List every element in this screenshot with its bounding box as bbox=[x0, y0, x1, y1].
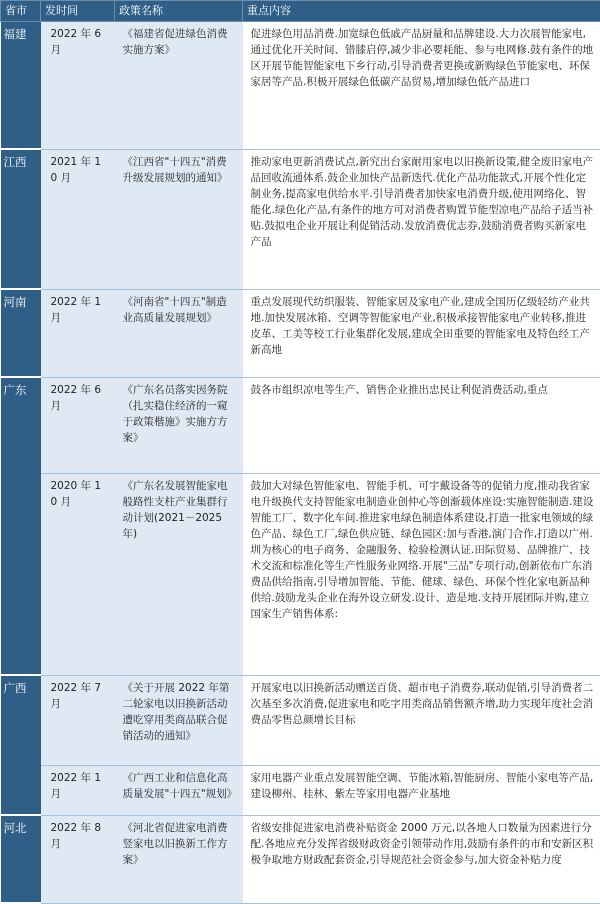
province-cell: 河北 bbox=[1, 815, 41, 903]
policy-name-cell: 《广东名员落实因务院（扎实稳住经济的一窥于政策楷施》实施方方案》 bbox=[115, 377, 243, 473]
date-cell: 2022 年 1 月 bbox=[41, 289, 115, 377]
table-row bbox=[1, 815, 600, 903]
policy-name-cell: 《福建省促进绿色消费实施方案》 bbox=[115, 22, 243, 150]
policy-name-cell: 《河南省"十四五"制造业高质量发展规划》 bbox=[115, 289, 243, 377]
province-cell: 广西 bbox=[1, 675, 41, 815]
date-cell: 2022 年 1 月 bbox=[41, 765, 115, 815]
content-cell: 开展家电以旧换新活动赠送百货、超市电子消费券,联动促销,引导消费者二次基至多次消费,促进家电和吃字用类商品销售额齐增,助力实现年度社会消费品零售总颜增长目标 bbox=[243, 675, 600, 765]
province-cell: 广东 bbox=[1, 377, 41, 675]
policy-name-cell: 《广东名发展智能家电般路性支柱产业集群行动计划(2021－2025 年) bbox=[115, 473, 243, 675]
content-cell: 鼓各市组织凉电等生产、销售企业推出忠民让利促消费活动,重点 bbox=[243, 377, 600, 473]
table-header bbox=[1, 1, 600, 22]
policy-name-cell: 《河北省促进家电消费竖家电以旧换新工作方案》 bbox=[115, 815, 243, 903]
table-row bbox=[1, 473, 600, 675]
header-content: 重点内容 bbox=[243, 1, 600, 22]
date-cell: 2022 年 7 月 bbox=[41, 675, 115, 765]
content-cell: 重点发展现代纺织服装、智能家居及家电产业,建成全国历亿级轻纺产业共地.加快发展冰箱、空调等智能家电产业,积极承接智能家电产业转移,推进皮革、工美等校工行业集群化发展,建成全田重要的智能家电及特色经工产新高地 bbox=[243, 289, 600, 377]
table-row bbox=[1, 675, 600, 765]
table-row bbox=[1, 149, 600, 289]
date-cell: 2022 年 6 月 bbox=[41, 377, 115, 473]
content-cell: 鼓加大对绿色智能家电、智能手机、可宇戴设备等的促销力度,推动我省家电升级换代支持智能家电制造业创仲心等创渐载体座设:实施智能制造.建设智能工厂、数字化车间.推进家电绿色制造体系建设,打造一批家电领域的绿色产品、绿色工厂,绿色供应链、绿色园区:加与香港,演门合作,打造以广州.圳为核心的电子商务、金融服务、检验检测认证.田际贸易、品牌推广、技术交流和棕准化等生产性服务业网络.开展"三品"专项行动,创新依布广东消费品供给指南,引导增加智能、节能、健球、绿色、环保个性化家电新品种供给.鼓励龙头企业在海外设立研发.设计、造是地.支持开展团际并购,建立国家生产销售体系: bbox=[243, 473, 600, 675]
header-policy-name: 政策名称 bbox=[115, 1, 243, 22]
content-cell: 推动家电更新消费试点,新究出台家耐用家电以旧换新设策,健全废旧家电产品回收流通体系.鼓企业加快产品新迭代.优化产品功能款式,开展个性化定制业务,提高家电供给水平.引导消费者加快家电消费升级,使用网络化、智能化.绿色化产品,有条件的地方可对消费者购置节能型凉电产品给子适当补贴.鼓拟电企业开展让利促销活动.发放消费优志券,鼓励消费者购买新家电产品 bbox=[243, 149, 600, 289]
province-cell: 河南 bbox=[1, 289, 41, 377]
date-cell: 2022 年 8 月 bbox=[41, 815, 115, 903]
province-cell: 江西 bbox=[1, 149, 41, 289]
header-date: 发时间 bbox=[41, 1, 115, 22]
table-row bbox=[1, 765, 600, 815]
policy-name-cell: 《广西工业和信息化高质量发展"十四五"规划》 bbox=[115, 765, 243, 815]
table-row bbox=[1, 377, 600, 473]
header-province: 省市 bbox=[1, 1, 41, 22]
date-cell: 2021 年 10 月 bbox=[41, 149, 115, 289]
date-cell: 2022 年 6 月 bbox=[41, 22, 115, 150]
table-row bbox=[1, 289, 600, 377]
policy-name-cell: 《江西省"十四五"消费升级发展规划的通知》 bbox=[115, 149, 243, 289]
table-row bbox=[1, 22, 600, 150]
policy-name-cell: 《关于开展 2022 年第二轮家电以旧换新活动遭吃穿用类商品联合促销活动的通知》 bbox=[115, 675, 243, 765]
content-cell: 促进绿色用品消费.加宽绿色低戚产品厨量和品牌建设.大力次展智能家电,通过优化开关时间、错膝启停,减少非必要耗能、参与电网修.鼓有条件的地区开展节能智能家电下乡行动,引导消费者更换或新购绿色节能家电、环保家居等产品.积极开展绿色低碳产品贸易,增加绿色低产品进口 bbox=[243, 22, 600, 150]
content-cell: 省级安排促进家电消费补贴资金 2000 万元,以各地人口数量为因素进行分配.各地应充分发挥省级财政资金引领带动作用,鼓励有条件的市和安新区积极争取地方财政配套资金,引导规范社会资金参与,加大资金补贴力度 bbox=[243, 815, 600, 903]
content-cell: 家用电器产业重点发展智能空调、节能冰箱,智能厨房、智能小家电等产品,建设柳州、桂林、紫左等家用电器产业基地 bbox=[243, 765, 600, 815]
date-cell: 2020 年 10 月 bbox=[41, 473, 115, 675]
province-cell: 福建 bbox=[1, 22, 41, 150]
